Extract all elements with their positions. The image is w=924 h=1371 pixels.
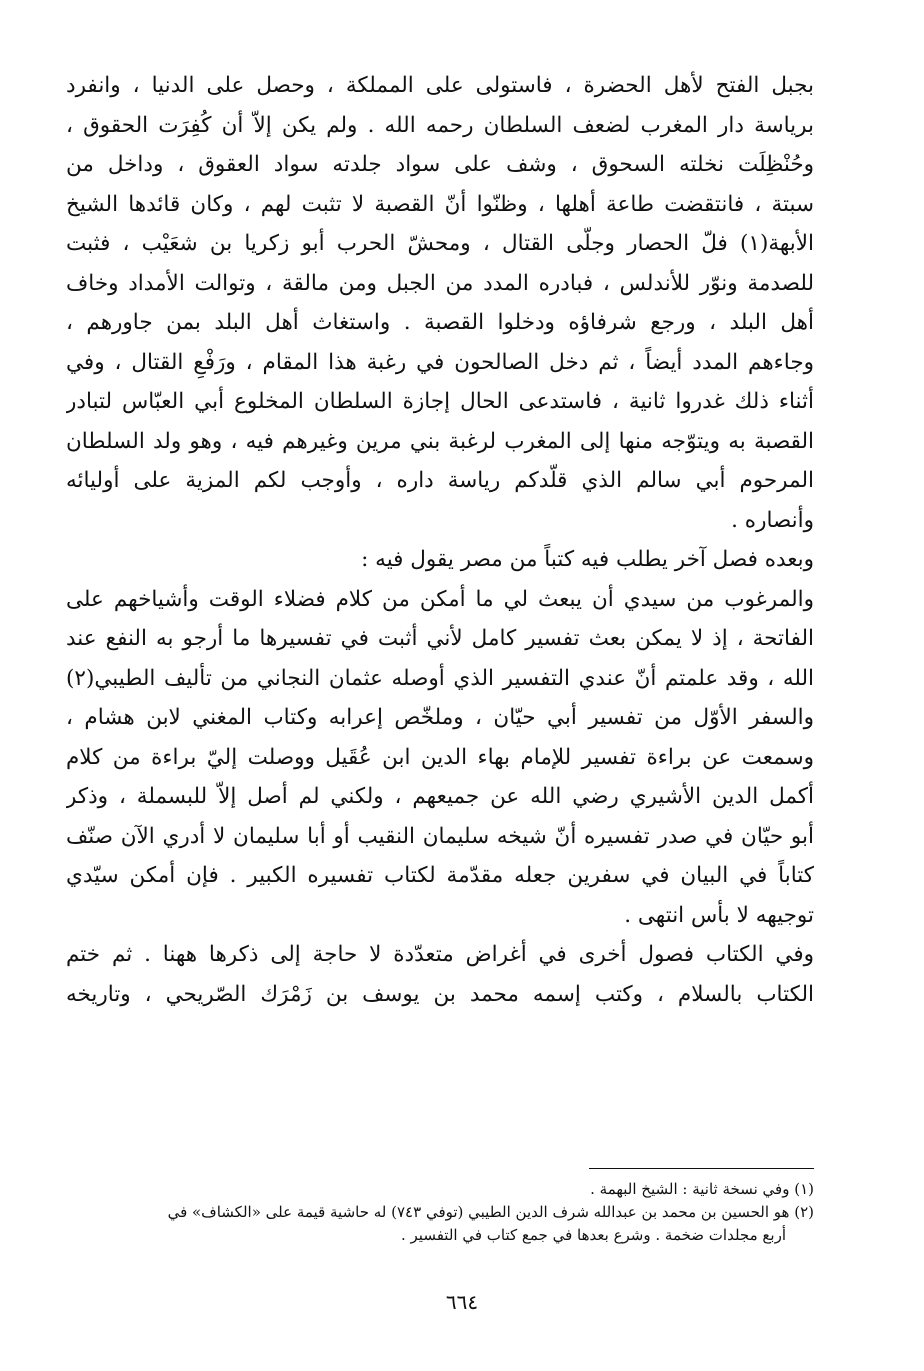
page-content	[66, 66, 814, 1244]
text-line: بجبل الفتح لأهل الحضرة ، فاستولى على المملكة ، وحصل على الدنيا ، وانفرد	[66, 73, 814, 98]
text-line: الفاتحة ، إذ لا يمكن بعث تفسير كامل لأني أثبت في تفسيرها ما أرجو به النفع عند	[66, 626, 814, 651]
footnote-continuation: أربع مجلدات ضخمة . وشرع بعدها في جمع كتاب في التفسير .	[400, 1226, 786, 1244]
body-text	[66, 66, 814, 1014]
footnote: (١) وفي نسخة ثانية : الشيخ البهمة .	[590, 1180, 814, 1198]
page-number: ٦٦٤	[445, 1290, 479, 1314]
footnotes	[66, 1178, 814, 1247]
text-line: أثناء ذلك غدروا ثانية ، فاستدعى الحال إجازة السلطان المخلوع أبي العبّاس لتبادر	[66, 389, 814, 414]
text-line: والمرغوب من سيدي أن يبعث لي ما أمكن من كلام فضلاء الوقت وأشياخهم على	[66, 586, 814, 612]
text-line: وسمعت عن براءة تفسير للإمام بهاء الدين ابن عُقَيل ووصلت إليّ براءة من كلام	[66, 744, 814, 770]
text-line: توجيهه لا بأس انتهى .	[624, 902, 814, 928]
text-line: وأنصاره .	[731, 507, 814, 533]
text-line: أهل البلد ، ورجع شرفاؤه ودخلوا القصبة . واستغاث أهل البلد بمن جاورهم ،	[66, 310, 814, 335]
text-line: للصدمة ونوّر للأندلس ، فبادره المدد من الجبل ومن مالقة ، وتوالت الأمداد وخاف	[66, 270, 814, 296]
footnote: (٢) هو الحسين بن محمد بن عبدالله شرف الدين الطيبي (توفي ٧٤٣) له حاشية قيمة على «الكشاف» في	[167, 1203, 814, 1221]
text-line: وجاءهم المدد أيضاً ، ثم دخل الصالحون في رغبة هذا المقام ، ورَفْعِ القتال ، وفي	[66, 349, 814, 375]
text-line: الأبهة(١) فلّ الحصار وجلّى القتال ، ومحشّ الحرب أبو زكريا بن شعَيْب ، فثبت	[66, 231, 814, 256]
footnote-separator	[589, 1168, 814, 1169]
text-line: وبعده فصل آخر يطلب فيه كتباً من مصر يقول فيه :	[361, 547, 814, 572]
text-line: الله ، وقد علمتم أنّ عندي التفسير الذي أوصله عثمان النجاني من تأليف الطيبي(٢)	[66, 665, 814, 691]
text-line: القصبة به ويتوّجه منها إلى المغرب لرغبة بني مرين وغيرهم فيه ، وهو ولد السلطان	[66, 428, 814, 454]
text-line: برياسة دار المغرب لضعف السلطان رحمه الله . ولم يكن إلاّ أن كُفِرَت الحقوق ،	[66, 112, 814, 138]
text-line: وحُنْظِلَت نخلته السحوق ، وشف على سواد جلدته سواد العقوق ، وداخل من	[66, 152, 814, 177]
text-line: أكمل الدين الأشيري رضي الله عن جميعهم ، ولكني لم أصل إلاّ للبسملة ، وذكر	[66, 784, 814, 809]
text-line: المرحوم أبي سالم الذي قلّدكم رياسة داره ، وأوجب لكم المزية على أوليائه	[66, 468, 814, 493]
text-line: والسفر الأوّل من تفسير أبي حيّان ، وملخّص إعرابه وكتاب المغني لابن هشام ،	[66, 705, 814, 730]
text-line: سبتة ، فانتقضت طاعة أهلها ، وظنّوا أنّ القصبة لا تثبت لهم ، وكان قائدها الشيخ	[66, 191, 814, 217]
text-line: وفي الكتاب فصول أخرى في أغراض متعدّدة لا حاجة إلى ذكرها ههنا . ثم ختم	[66, 942, 814, 967]
text-line: الكتاب بالسلام ، وكتب إسمه محمد بن يوسف بن زَمْرَك الصّريحي ، وتاريخه	[66, 981, 814, 1007]
text-line: كتاباً في البيان في سفرين جعله مقدّمة لكتاب تفسيره الكبير . فإن أمكن سيّدي	[66, 863, 814, 888]
text-line: أبو حيّان في صدر تفسيره أنّ شيخه سليمان النقيب أو أبا سليمان لا أدري الآن صنّف	[66, 823, 814, 849]
